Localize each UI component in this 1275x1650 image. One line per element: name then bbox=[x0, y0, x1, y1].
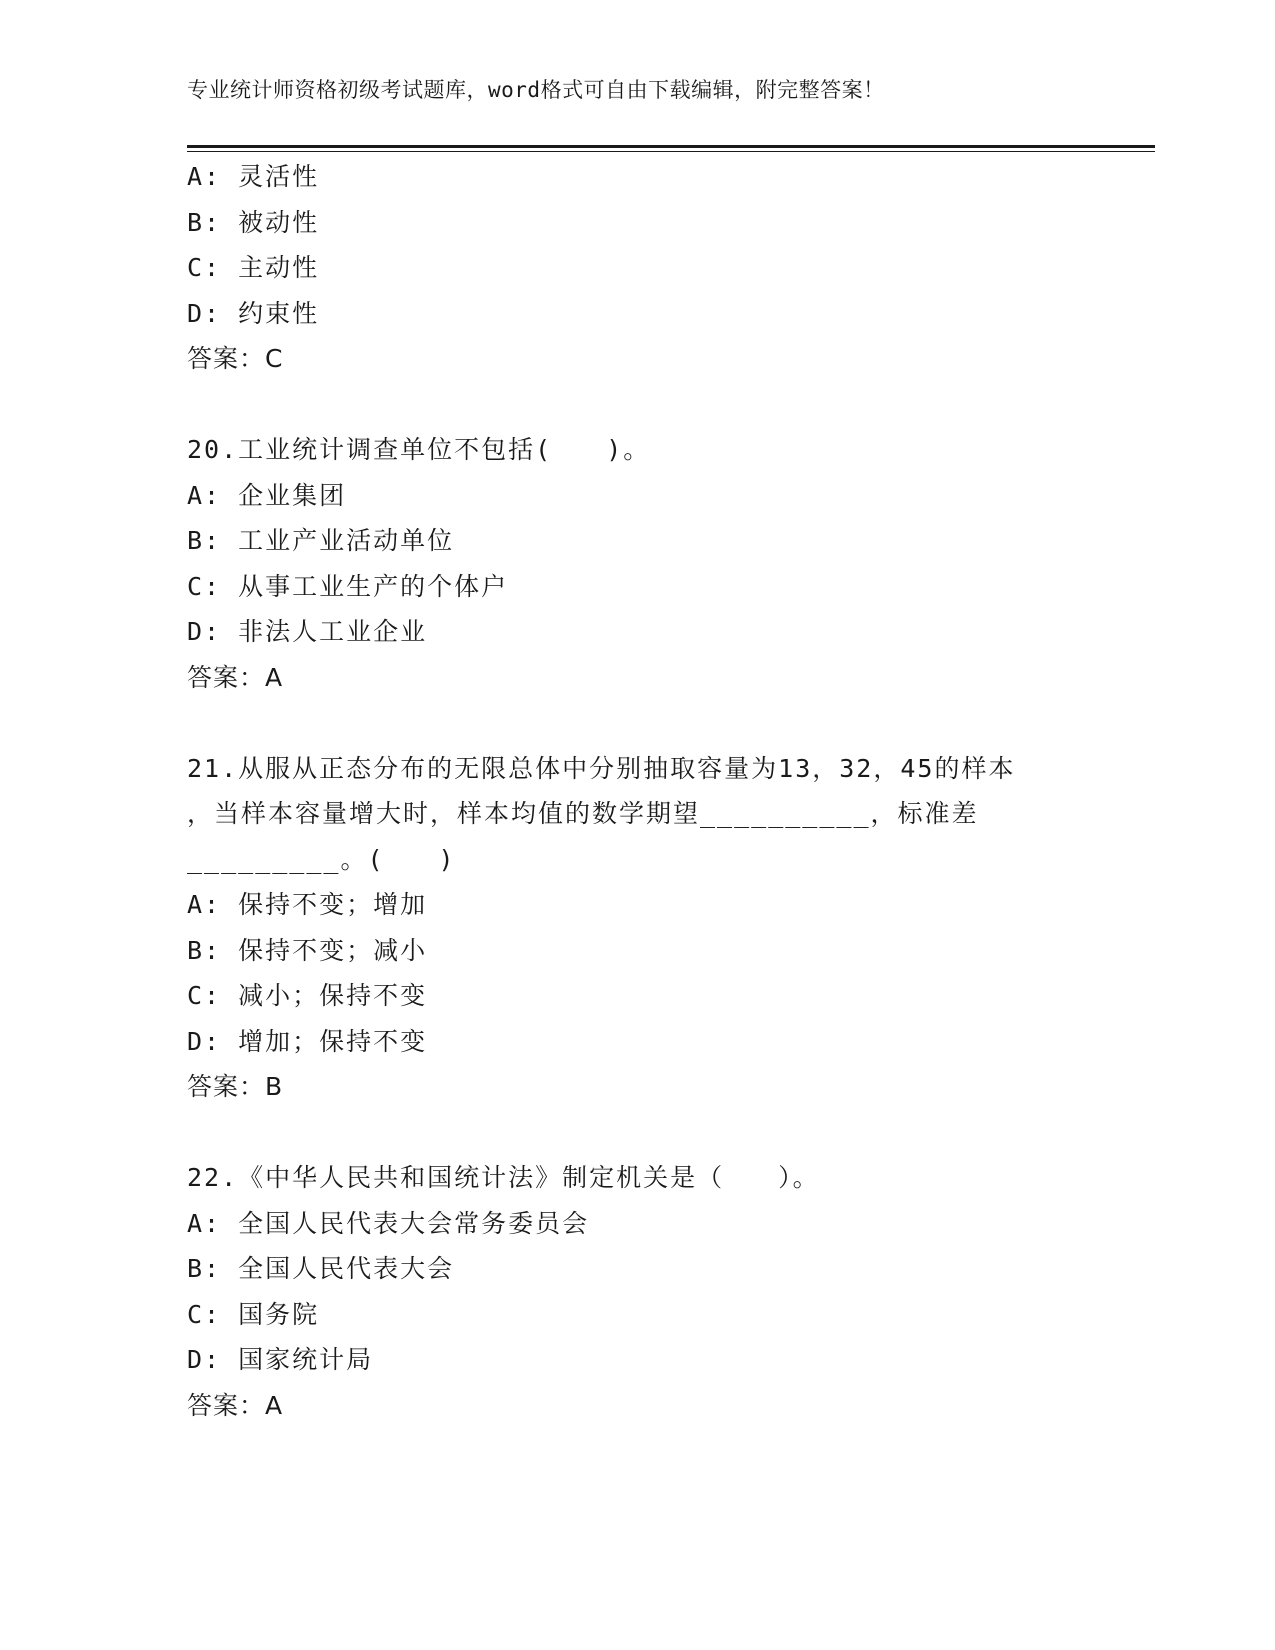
option-b: B: 保持不变；减小 bbox=[187, 935, 428, 965]
header-rule-thick bbox=[187, 145, 1155, 148]
spacer bbox=[187, 1110, 1107, 1156]
option-c: C: 国务院 bbox=[187, 1299, 320, 1329]
option-b: B: 工业产业活动单位 bbox=[187, 526, 455, 555]
option-d: D: 非法人工业企业 bbox=[187, 617, 428, 646]
option-a: A: 灵活性 bbox=[187, 162, 320, 191]
option-c: C: 从事工业生产的个体户 bbox=[187, 571, 509, 601]
option-a: A: 全国人民代表大会常务委员会 bbox=[187, 1208, 590, 1238]
option-d: D: 增加；保持不变 bbox=[187, 1026, 428, 1056]
question-block bbox=[187, 1155, 1107, 1428]
page-header: 专业统计师资格初级考试题库，word格式可自由下载编辑，附完整答案！ bbox=[187, 78, 885, 102]
answer-line: 答案：A bbox=[187, 1390, 284, 1420]
question-stem: 22.《中华人民共和国统计法》制定机关是（ ）。 bbox=[187, 1163, 820, 1192]
spacer bbox=[187, 700, 1107, 746]
answer-line: 答案：B bbox=[187, 1072, 284, 1101]
spacer bbox=[187, 382, 1107, 428]
option-d: D: 国家统计局 bbox=[187, 1345, 374, 1374]
option-c: C: 减小；保持不变 bbox=[187, 981, 428, 1010]
question-list bbox=[187, 154, 1107, 1428]
answer-line: 答案：C bbox=[187, 344, 284, 373]
header-rule-thin bbox=[187, 151, 1155, 152]
question-stem-cont: _________。( ) bbox=[187, 844, 456, 874]
option-b: B: 被动性 bbox=[187, 207, 320, 237]
question-block bbox=[187, 154, 1107, 382]
question-stem: 21.从服从正态分布的无限总体中分别抽取容量为13，32，45的样本 bbox=[187, 753, 1016, 783]
option-a: A: 企业集团 bbox=[187, 480, 347, 510]
option-d: D: 约束性 bbox=[187, 298, 320, 328]
question-stem: 20.工业统计调查单位不包括( )。 bbox=[187, 435, 651, 464]
option-b: B: 全国人民代表大会 bbox=[187, 1254, 455, 1283]
option-c: C: 主动性 bbox=[187, 253, 320, 282]
question-block bbox=[187, 427, 1107, 700]
answer-line: 答案：A bbox=[187, 662, 284, 692]
question-block bbox=[187, 746, 1107, 1110]
question-stem-cont: ，当样本容量增大时，样本均值的数学期望__________，标准差 bbox=[187, 799, 979, 828]
option-a: A: 保持不变；增加 bbox=[187, 890, 428, 919]
